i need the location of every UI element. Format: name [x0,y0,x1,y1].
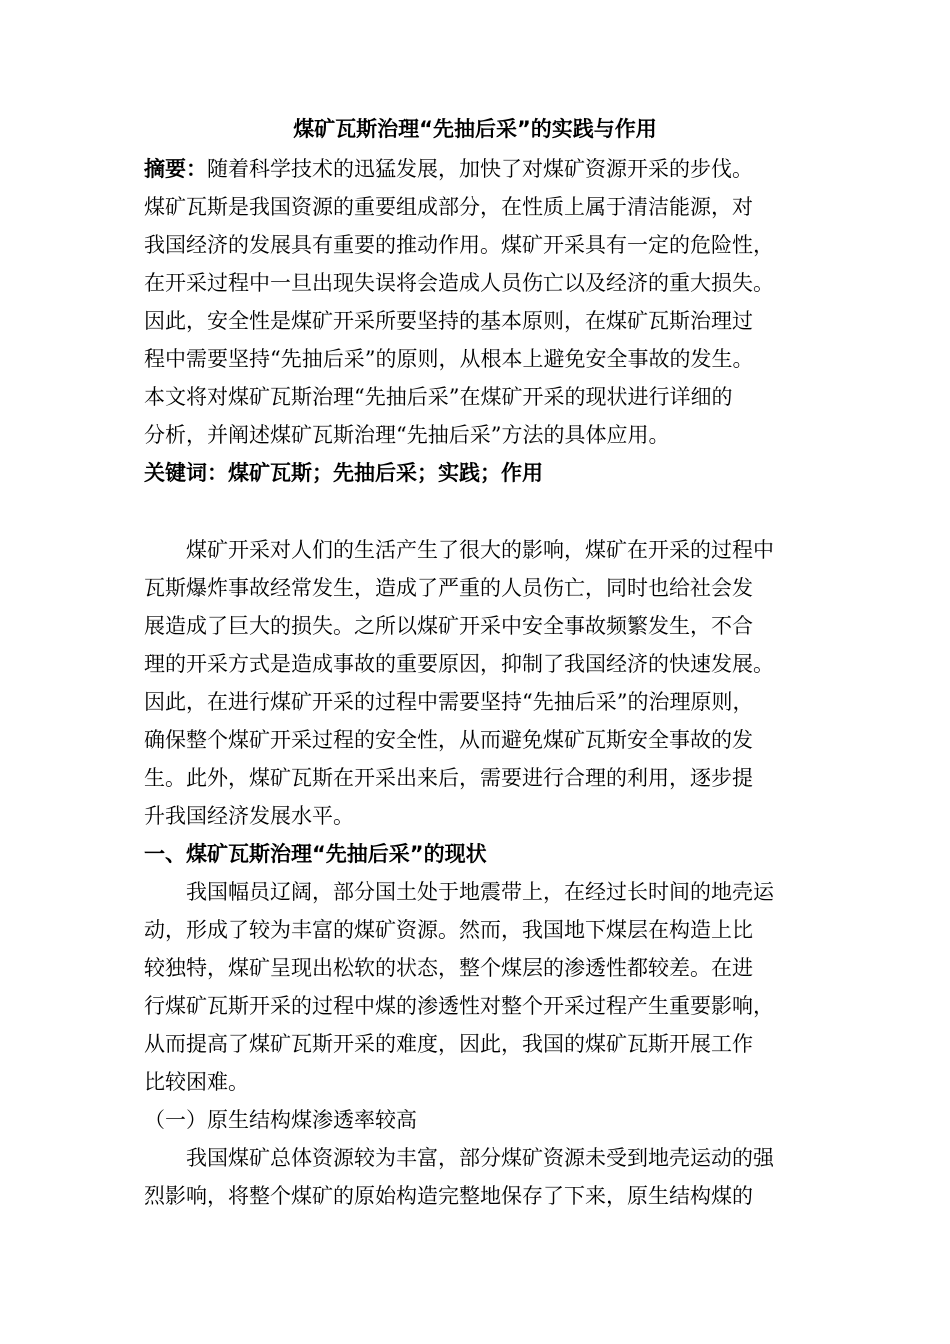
paragraph-line: 煤矿开采对人们的生活产生了很大的影响，煤矿在开采的过程中 [186,538,774,562]
paragraph-line: 我国煤矿总体资源较为丰富，部分煤矿资源未受到地壳运动的强 [186,1146,774,1170]
paragraph-line: 行煤矿瓦斯开采的过程中煤的渗透性对整个开采过程产生重要影响， [144,994,774,1018]
section-heading: 一、煤矿瓦斯治理“先抽后采”的现状 [144,842,487,866]
paragraph-line: 理的开采方式是造成事故的重要原因，抑制了我国经济的快速发展。 [144,652,774,676]
abstract [144,150,814,492]
paragraph-line: 较独特，煤矿呈现出松软的状态，整个煤层的渗透性都较差。在进 [144,956,753,980]
paragraph-line: 从而提高了煤矿瓦斯开采的难度，因此，我国的煤矿瓦斯开展工作 [144,1032,753,1056]
paragraph-line: 因此，在进行煤矿开采的过程中需要坚持“先抽后采”的治理原则， [144,690,754,714]
intro-paragraph [144,531,814,1215]
abstract-line: 分析，并阐述煤矿瓦斯治理“先抽后采”方法的具体应用。 [144,423,670,447]
paragraph-line: 生。此外，煤矿瓦斯在开采出来后，需要进行合理的利用，逐步提 [144,766,753,790]
abstract-line: 我国经济的发展具有重要的推动作用。煤矿开采具有一定的危险性， [144,233,774,257]
abstract-label: 摘要： [144,157,207,181]
paragraph-line: 比较困难。 [144,1070,249,1094]
abstract-line: 本文将对煤矿瓦斯治理“先抽后采”在煤矿开采的现状进行详细的 [144,385,733,409]
abstract-line: 因此，安全性是煤矿开采所要坚持的基本原则，在煤矿瓦斯治理过 [144,309,753,333]
abstract-line: 在开采过程中一旦出现失误将会造成人员伤亡以及经济的重大损失。 [144,271,774,295]
paragraph-line: 瓦斯爆炸事故经常发生，造成了严重的人员伤亡，同时也给社会发 [144,576,753,600]
abstract-line: 煤矿瓦斯是我国资源的重要组成部分，在性质上属于清洁能源，对 [144,195,753,219]
paragraph-line: 烈影响，将整个煤矿的原始构造完整地保存了下来，原生结构煤的 [144,1184,753,1208]
paragraph-line: 展造成了巨大的损失。之所以煤矿开采中安全事故频繁发生，不合 [144,614,753,638]
keywords: 关键词：煤矿瓦斯；先抽后采；实践；作用 [144,461,543,485]
paragraph-line: 我国幅员辽阔，部分国土处于地震带上，在经过长时间的地壳运 [186,880,774,904]
abstract-line: 程中需要坚持“先抽后采”的原则，从根本上避免安全事故的发生。 [144,347,754,371]
subsection-heading: （一）原生结构煤渗透率较高 [144,1108,417,1132]
abstract-line: 摘要：随着科学技术的迅猛发展，加快了对煤矿资源开采的步伐。 [144,157,753,181]
document-title: 煤矿瓦斯治理“先抽后采”的实践与作用 [293,117,657,141]
paragraph-line: 升我国经济发展水平。 [144,804,354,828]
paragraph-line: 动，形成了较为丰富的煤矿资源。然而，我国地下煤层在构造上比 [144,918,753,942]
paragraph-line: 确保整个煤矿开采过程的安全性，从而避免煤矿瓦斯安全事故的发 [144,728,753,752]
